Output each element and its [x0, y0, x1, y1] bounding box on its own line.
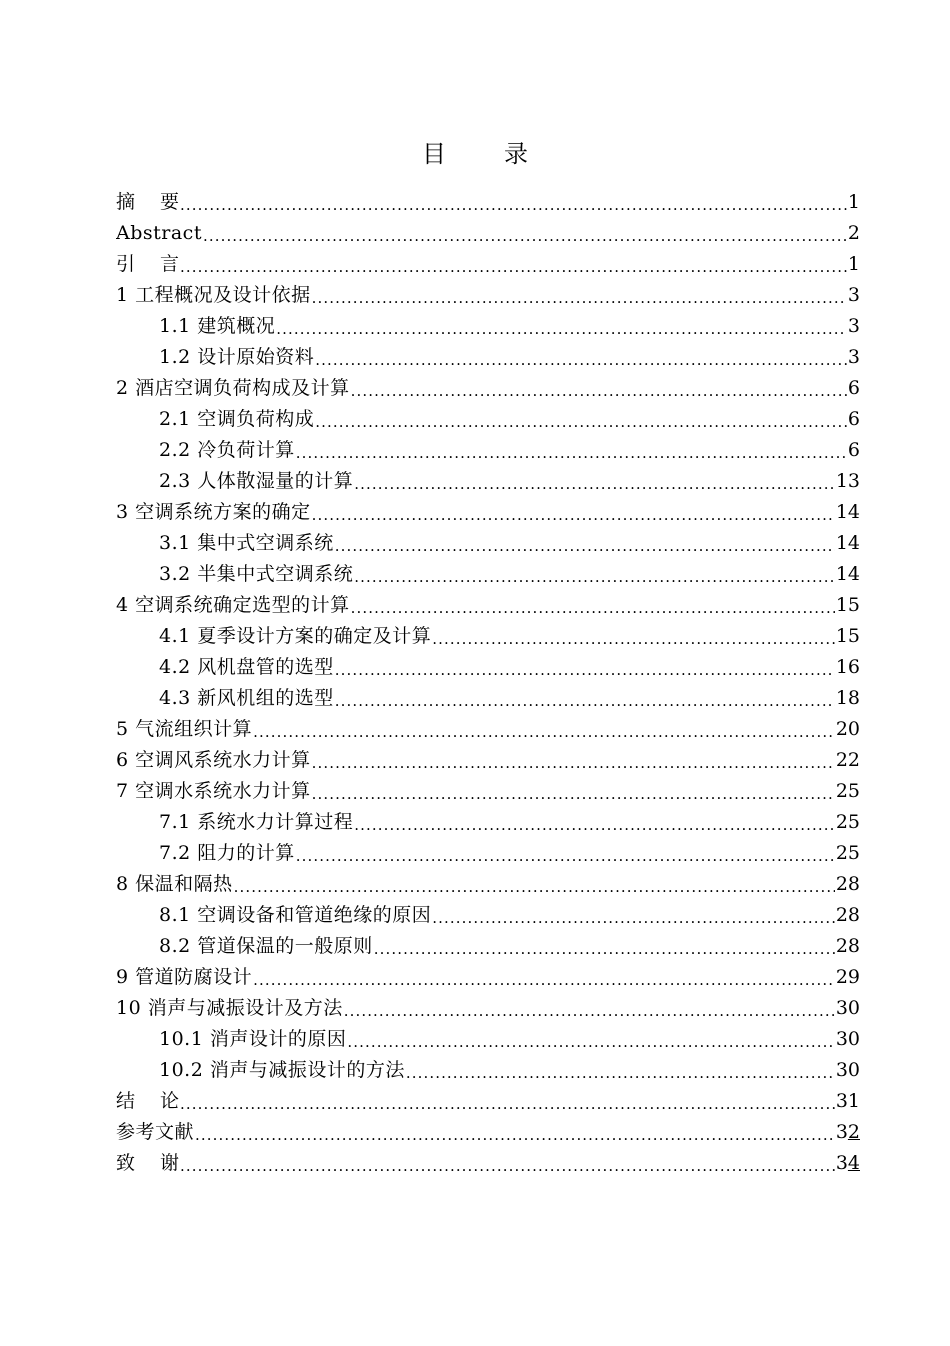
- toc-entry-label: 8 保温和隔热: [116, 873, 233, 895]
- toc-entry[interactable]: [116, 683, 860, 714]
- toc-entry-page-number: 22: [835, 749, 860, 771]
- toc-entry-page-number: 14: [835, 563, 860, 585]
- toc-entry-page-number: 6: [847, 439, 860, 461]
- toc-entry-page-number: 3: [847, 284, 860, 306]
- toc-entry[interactable]: [116, 373, 860, 404]
- dot-leader: [335, 686, 835, 714]
- toc-title-char-1: 目: [422, 140, 446, 168]
- toc-entry-label: 1.2 设计原始资料: [159, 346, 315, 368]
- toc-entry[interactable]: [116, 559, 860, 590]
- dot-leader: [234, 872, 835, 900]
- toc-entry-page-number: 28: [835, 904, 860, 926]
- toc-entry-label: [116, 1086, 179, 1117]
- toc-entry-label: 4.1 夏季设计方案的确定及计算: [159, 625, 432, 647]
- dot-leader: [312, 283, 847, 311]
- toc-entry-page-number: 15: [835, 594, 860, 616]
- toc-entry-page-number: 30: [835, 997, 860, 1019]
- dot-leader: [180, 1151, 835, 1179]
- toc-entry[interactable]: [116, 187, 860, 218]
- dot-leader: [351, 593, 835, 621]
- toc-entry[interactable]: [116, 962, 860, 993]
- toc-entry-label-char-1: 摘: [116, 191, 136, 213]
- toc-entry-page-number: 28: [835, 935, 860, 957]
- toc-entry-label: 2 酒店空调负荷构成及计算: [116, 377, 350, 399]
- toc-entry[interactable]: [116, 776, 860, 807]
- toc-entry-label: [116, 1148, 179, 1179]
- toc-entry-page-number: 14: [835, 501, 860, 523]
- toc-entry-label: 2.1 空调负荷构成: [159, 408, 315, 430]
- dot-leader: [180, 1089, 835, 1117]
- dot-leader: [354, 562, 835, 590]
- page-number-digit-underlined: 2: [847, 1121, 860, 1143]
- toc-entry-page-number: 25: [835, 842, 860, 864]
- dot-leader: [432, 624, 835, 652]
- toc-entry-label: 2.2 冷负荷计算: [159, 439, 295, 461]
- toc-entry-label: 1 工程概况及设计依据: [116, 284, 311, 306]
- toc-entry-label: 4.2 风机盘管的选型: [159, 656, 334, 678]
- dot-leader: [253, 965, 835, 993]
- dot-leader: [354, 469, 835, 497]
- toc-entry-label-char-2: 要: [160, 191, 180, 213]
- toc-entry[interactable]: [116, 838, 860, 869]
- dot-leader: [276, 314, 847, 342]
- toc-entry-page-number: [836, 1148, 860, 1179]
- toc-entry[interactable]: [116, 311, 860, 342]
- dot-leader: [315, 407, 847, 435]
- toc-entry-label: 2.3 人体散湿量的计算: [159, 470, 354, 492]
- toc-entry-label: 7.1 系统水力计算过程: [159, 811, 354, 833]
- toc-entry-page-number: 13: [835, 470, 860, 492]
- dot-leader: [335, 655, 835, 683]
- toc-entry-label: 3.2 半集中式空调系统: [159, 563, 354, 585]
- toc-entry-label: 3.1 集中式空调系统: [159, 532, 334, 554]
- dot-leader: [312, 500, 835, 528]
- toc-entry-label: 10.2 消声与减振设计的方法: [159, 1059, 405, 1081]
- toc-entry[interactable]: [116, 528, 860, 559]
- toc-entry-label: 9 管道防腐设计: [116, 966, 253, 988]
- toc-entry[interactable]: [116, 404, 860, 435]
- toc-entry[interactable]: [116, 807, 860, 838]
- toc-entry[interactable]: [116, 1024, 860, 1055]
- toc-entry-label: 10 消声与减振设计及方法: [116, 997, 343, 1019]
- toc-entry-label: Abstract: [116, 222, 202, 244]
- toc-entry[interactable]: [116, 342, 860, 373]
- dot-leader: [180, 252, 847, 280]
- toc-entry-label: 5 气流组织计算: [116, 718, 253, 740]
- page-number-digit-underlined: 4: [847, 1152, 860, 1174]
- toc-entry-page-number: 30: [835, 1059, 860, 1081]
- toc-entry[interactable]: [116, 621, 860, 652]
- toc-entry-page-number: 25: [835, 780, 860, 802]
- dot-leader: [312, 779, 835, 807]
- toc-entry-page-number: 18: [835, 687, 860, 709]
- toc-entry[interactable]: [116, 435, 860, 466]
- toc-entry-label: 3 空调系统方案的确定: [116, 501, 311, 523]
- dot-leader: [351, 376, 847, 404]
- toc-entry-page-number: 6: [847, 377, 860, 399]
- toc-entry-label: [116, 187, 179, 218]
- toc-entry[interactable]: [116, 1148, 860, 1179]
- toc-entry-label-char-2: 言: [160, 253, 180, 275]
- toc-entry-label: 7 空调水系统水力计算: [116, 780, 311, 802]
- toc-entry-page-number: 2: [847, 222, 860, 244]
- toc-entry-page-number: 3: [847, 315, 860, 337]
- dot-leader: [406, 1058, 835, 1086]
- toc-entry[interactable]: [116, 218, 860, 249]
- toc-entry[interactable]: [116, 652, 860, 683]
- dot-leader: [203, 221, 847, 249]
- dot-leader: [296, 438, 847, 466]
- toc-entry-page-number: 1: [847, 191, 860, 213]
- toc-entry[interactable]: [116, 900, 860, 931]
- page-number-digit: 3: [835, 1152, 848, 1174]
- toc-entry[interactable]: [116, 1086, 860, 1117]
- toc-entry[interactable]: [116, 1117, 860, 1148]
- toc-entry-label-char-1: 引: [116, 253, 136, 275]
- toc-title: [0, 136, 950, 172]
- toc-entry[interactable]: [116, 497, 860, 528]
- table-of-contents: [116, 187, 860, 1179]
- toc-entry-page-number: 1: [847, 253, 860, 275]
- dot-leader: [335, 531, 835, 559]
- toc-entry-label: 4.3 新风机组的选型: [159, 687, 334, 709]
- toc-entry-page-number: 20: [835, 718, 860, 740]
- dot-leader: [253, 717, 835, 745]
- toc-entry-page-number: 28: [835, 873, 860, 895]
- dot-leader: [344, 996, 835, 1024]
- toc-entry-label: 4 空调系统确定选型的计算: [116, 594, 350, 616]
- dot-leader: [296, 841, 835, 869]
- toc-entry-label-char-1: 致: [116, 1152, 136, 1174]
- dot-leader: [312, 748, 835, 776]
- toc-entry-label: 10.1 消声设计的原因: [159, 1028, 347, 1050]
- dot-leader: [432, 903, 835, 931]
- toc-entry[interactable]: [116, 993, 860, 1024]
- toc-entry[interactable]: [116, 590, 860, 621]
- toc-entry-page-number: [836, 1117, 860, 1148]
- toc-entry[interactable]: [116, 249, 860, 280]
- toc-entry-page-number: 30: [835, 1028, 860, 1050]
- toc-entry-page-number: 31: [835, 1090, 860, 1112]
- toc-entry-label: 8.2 管道保温的一般原则: [159, 935, 373, 957]
- toc-entry-label-char-2: 谢: [160, 1152, 180, 1174]
- toc-entry[interactable]: [116, 1055, 860, 1086]
- toc-entry[interactable]: [116, 280, 860, 311]
- dot-leader: [347, 1027, 834, 1055]
- toc-entry-label: 6 空调风系统水力计算: [116, 749, 311, 771]
- toc-entry-label: 1.1 建筑概况: [159, 315, 276, 337]
- toc-entry-page-number: 3: [847, 346, 860, 368]
- toc-entry[interactable]: [116, 869, 860, 900]
- toc-entry-page-number: 25: [835, 811, 860, 833]
- toc-entry[interactable]: [116, 714, 860, 745]
- toc-entry-page-number: 15: [835, 625, 860, 647]
- dot-leader: [195, 1120, 835, 1148]
- toc-title-char-2: 录: [504, 140, 528, 168]
- toc-entry[interactable]: [116, 745, 860, 776]
- toc-entry-page-number: 14: [835, 532, 860, 554]
- toc-entry-page-number: 29: [835, 966, 860, 988]
- toc-entry[interactable]: [116, 931, 860, 962]
- dot-leader: [354, 810, 835, 838]
- page-number-digit: 3: [835, 1121, 848, 1143]
- toc-entry-page-number: 6: [847, 408, 860, 430]
- toc-entry-label: 参考文献: [116, 1121, 195, 1143]
- toc-entry-label: 7.2 阻力的计算: [159, 842, 295, 864]
- dot-leader: [180, 190, 847, 218]
- dot-leader: [374, 934, 835, 962]
- toc-entry-label: [116, 249, 179, 280]
- toc-entry[interactable]: [116, 466, 860, 497]
- toc-entry-page-number: 16: [835, 656, 860, 678]
- toc-entry-label-char-2: 论: [160, 1090, 180, 1112]
- dot-leader: [315, 345, 847, 373]
- toc-entry-label: 8.1 空调设备和管道绝缘的原因: [159, 904, 432, 926]
- toc-entry-label-char-1: 结: [116, 1090, 136, 1112]
